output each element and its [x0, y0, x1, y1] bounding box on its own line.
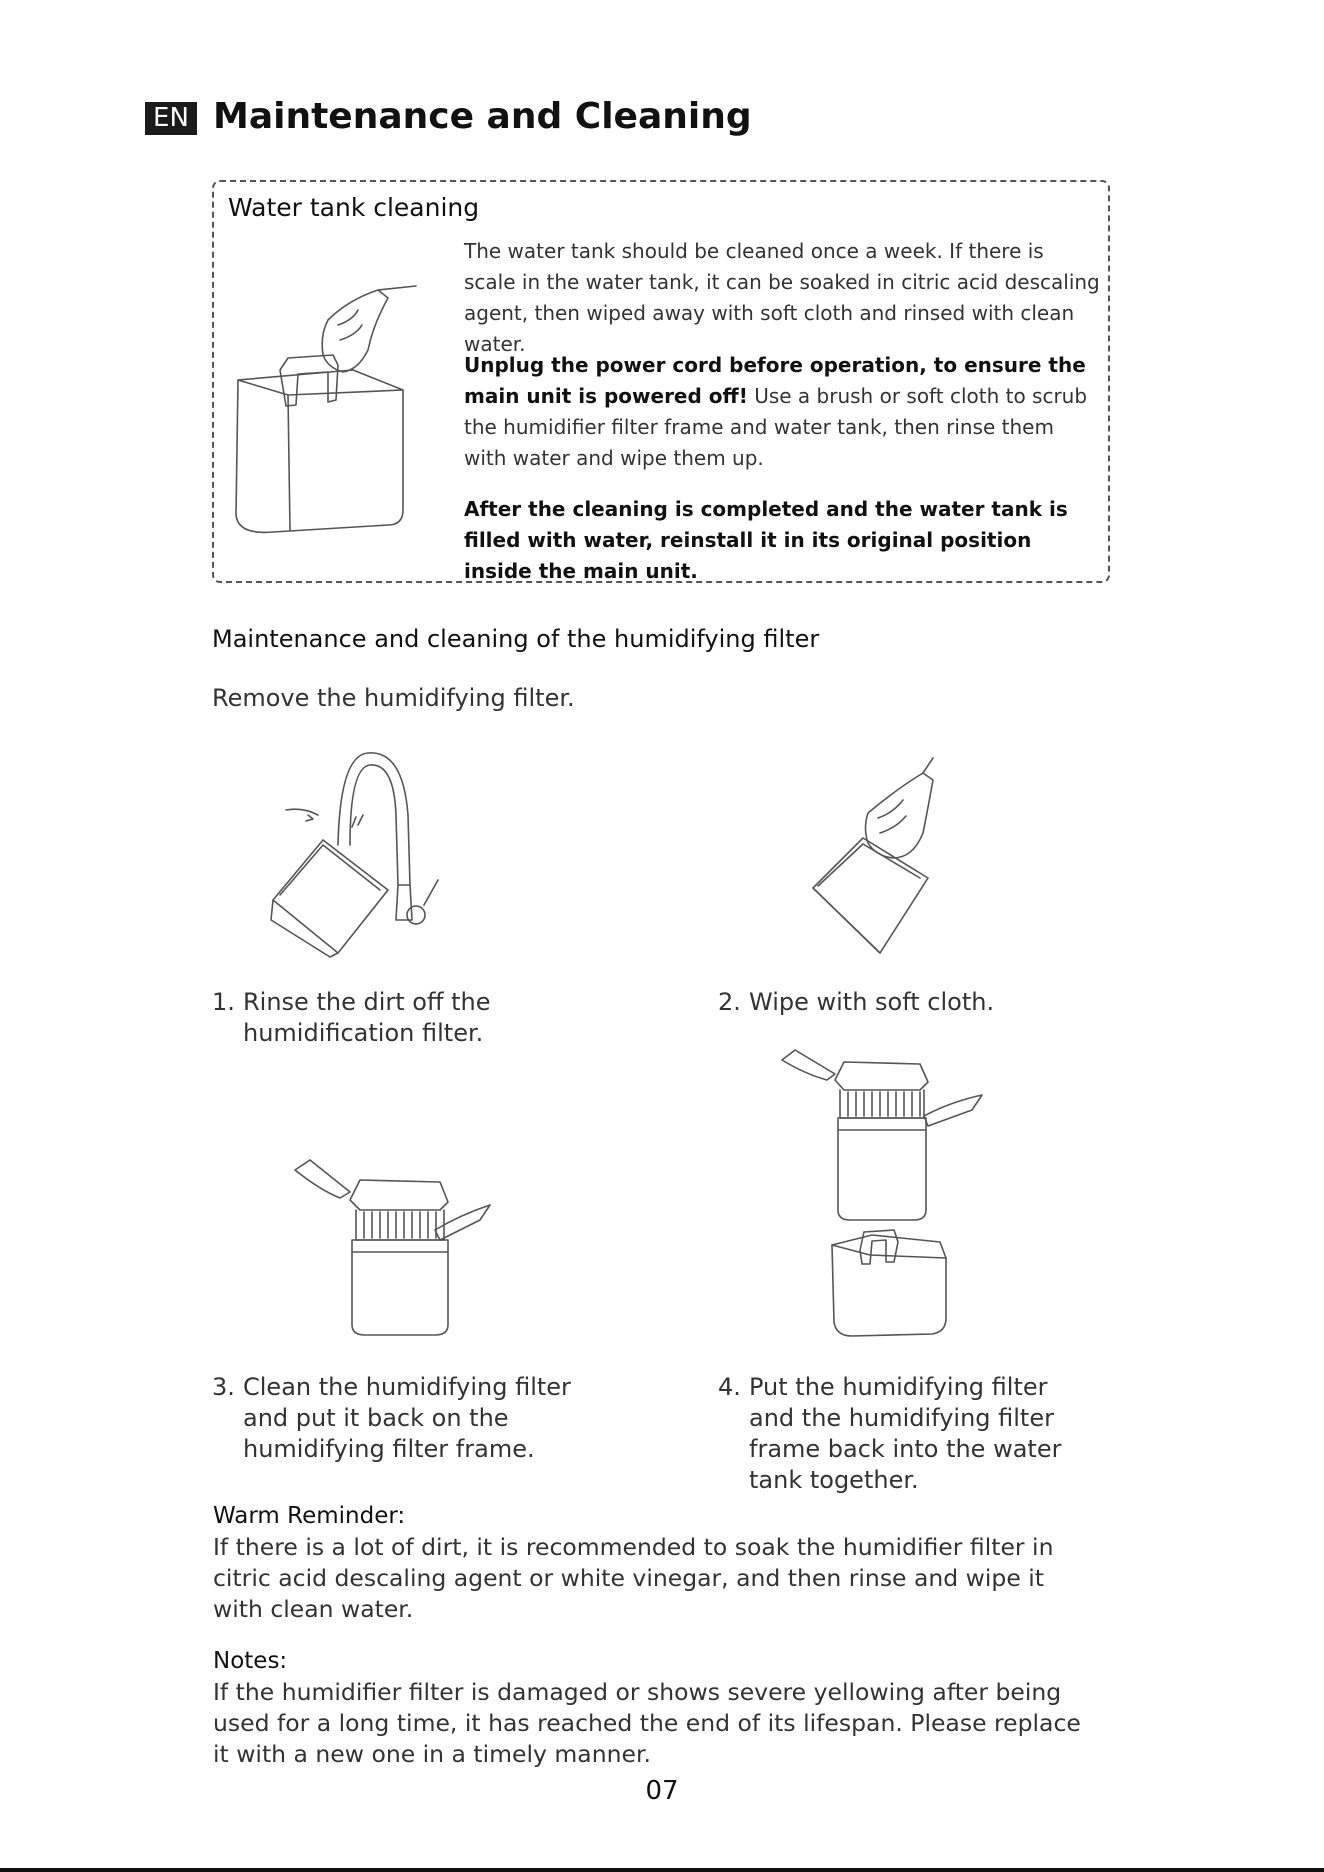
warm-reminder-label: Warm Reminder:	[213, 1503, 406, 1529]
page-number: 07	[645, 1776, 679, 1806]
step-2	[718, 987, 1048, 1027]
warm-reminder-text: If there is a lot of dirt, it is recommended to soak the humidifier filter in citric acid descaling agent or white vinegar, and then rinse and wipe it with clean water.	[213, 1533, 1054, 1623]
scrub-instruction: Use a brush or soft cloth to scrub the humidifier filter frame and water tank, then rinse them with water and wipe them up.	[464, 384, 1088, 470]
wipe-filter-illustration	[808, 758, 978, 958]
reinstall-instruction: After the cleaning is completed and the water tank is filled with water, reinstall it in its original position inside the main unit.	[464, 497, 1068, 583]
filter-on-frame-illustration	[290, 1160, 495, 1340]
water-tank-instruction-3	[464, 494, 1100, 587]
water-tank-instruction-1: The water tank should be cleaned once a week. If there is scale in the water tank, it can be soaked in citric acid descaling agent, then wiped away with soft cloth and rinsed with clean water.	[464, 239, 1100, 356]
page-title: Maintenance and Cleaning	[213, 96, 752, 137]
step-2-text: Wipe with soft cloth.	[749, 988, 995, 1016]
filter-into-tank-illustration	[780, 1050, 985, 1340]
water-tank-wipe-illustration	[228, 280, 428, 540]
step-4	[718, 1372, 1118, 1502]
unplug-warning: Unplug the power cord before operation, to ensure the main unit is powered off!	[464, 353, 1086, 408]
step-2-number: 2.	[718, 988, 741, 1016]
step-3	[212, 1372, 632, 1472]
rinse-filter-illustration	[268, 745, 448, 960]
step-3-number: 3.	[212, 1373, 235, 1401]
water-tank-heading: Water tank cleaning	[228, 193, 480, 222]
notes-label: Notes:	[213, 1648, 288, 1674]
step-4-text: Put the humidifying filter and the humidifying filter frame back into the water tank together.	[749, 1373, 1062, 1494]
water-tank-instruction-2	[464, 350, 1100, 474]
step-1-number: 1.	[212, 988, 235, 1016]
bottom-rule	[0, 1868, 1324, 1872]
filter-section-heading: Maintenance and cleaning of the humidifying filter	[212, 625, 820, 653]
step-1-text: Rinse the dirt off the humidification filter.	[243, 988, 491, 1047]
step-4-number: 4.	[718, 1373, 741, 1401]
step-3-text: Clean the humidifying filter and put it back on the humidifying filter frame.	[243, 1373, 571, 1463]
remove-filter-instruction: Remove the humidifying filter.	[212, 684, 575, 712]
notes-text: If the humidifier filter is damaged or shows severe yellowing after being used for a long time, it has reached the end of its lifespan. Please replace it with a new one in a timely manner.	[213, 1678, 1081, 1768]
step-1	[212, 987, 512, 1057]
language-badge: EN	[145, 102, 197, 135]
